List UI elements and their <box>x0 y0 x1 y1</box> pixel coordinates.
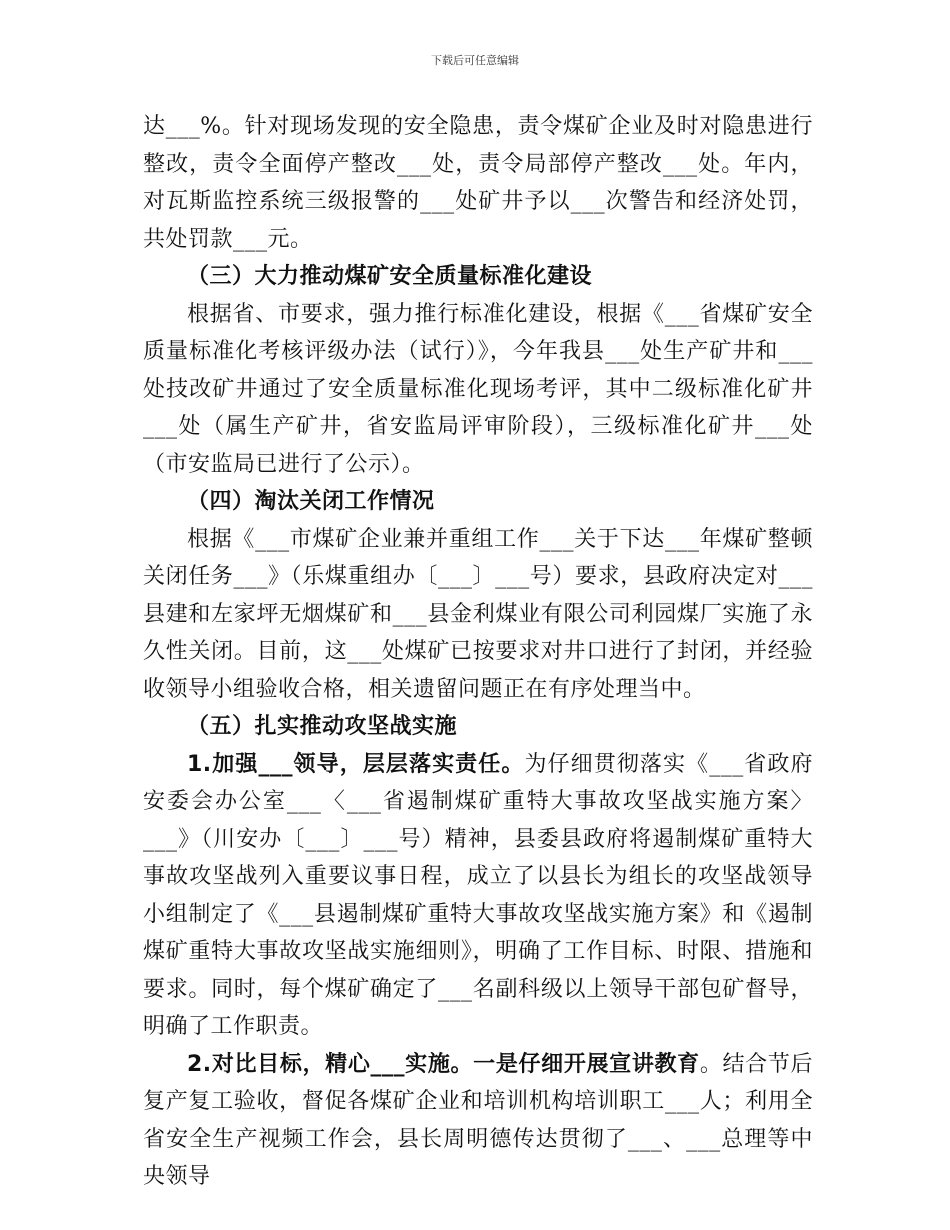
section-heading-3: （三）大力推动煤矿安全质量标准化建设 <box>187 264 593 289</box>
section-heading-5: （五）扎实推动攻坚战实施 <box>187 714 458 739</box>
page-header: 下载后可任意编辑 <box>431 54 519 67</box>
paragraph <box>143 746 813 1046</box>
paragraph-text: 为仔细贯彻落实《___省政府安委会办公室___〈___省遏制煤矿重特大事故攻坚战实施方案〉___》（川安办〔___〕___号）精神，县委县政府将遏制煤矿重特大事故攻坚战列入重要议事日程，成立了以县长为组长的攻坚战领导小组制定了《___县遏制煤矿重特大事故攻坚战实施方案》和《遏制煤矿重特大事故攻坚战实施细则》，明确了工作目标、时限、措施和要求。同时，每个煤矿确定了___名副科级以上领导干部包矿督导，明确了工作职责。 <box>143 751 813 1039</box>
section-heading-4: （四）淘汰关闭工作情况 <box>187 489 435 514</box>
subheading: 2.对比目标，精心___实施。一是仔细开展宣讲教育 <box>187 1051 700 1077</box>
paragraph-text: 。结合节后复产复工验收，督促各煤矿企业和培训机构培训职工___人；利用全省安全生产视频工作会，县长周明德传达贯彻了___、___总理等中央领导 <box>143 1051 813 1189</box>
paragraph: 根据《___市煤矿企业兼并重组工作___关于下达___年煤矿整顿关闭任务___》（乐煤重组办〔___〕___号）要求，县政府决定对___县建和左家坪无烟煤矿和___县金利煤业有限公司利园煤厂实施了永久性关闭。目前，这___处煤矿已按要求对井口进行了封闭，并经验收领导小组验收合格，相关遗留问题正在有序处理当中。 <box>143 526 813 702</box>
paragraph: 达___%。针对现场发现的安全隐患，责令煤矿企业及时对隐患进行整改，责令全面停产整改___处，责令局部停产整改___处。年内，对瓦斯监控系统三级报警的___处矿井予以___次警告和经济处罚，共处罚款___元。 <box>143 114 813 252</box>
document-body <box>143 108 813 1196</box>
paragraph <box>143 1046 813 1196</box>
paragraph: 根据省、市要求，强力推行标准化建设，根据《___省煤矿安全质量标准化考核评级办法（试行）》，今年我县___处生产矿井和___处技改矿井通过了安全质量标准化现场考评，其中二级标准化矿井___处（属生产矿井，省安监局评审阶段），三级标准化矿井___处（市安监局已进行了公示）。 <box>143 301 813 477</box>
subheading: 1.加强___领导，层层落实责任。 <box>187 751 525 777</box>
